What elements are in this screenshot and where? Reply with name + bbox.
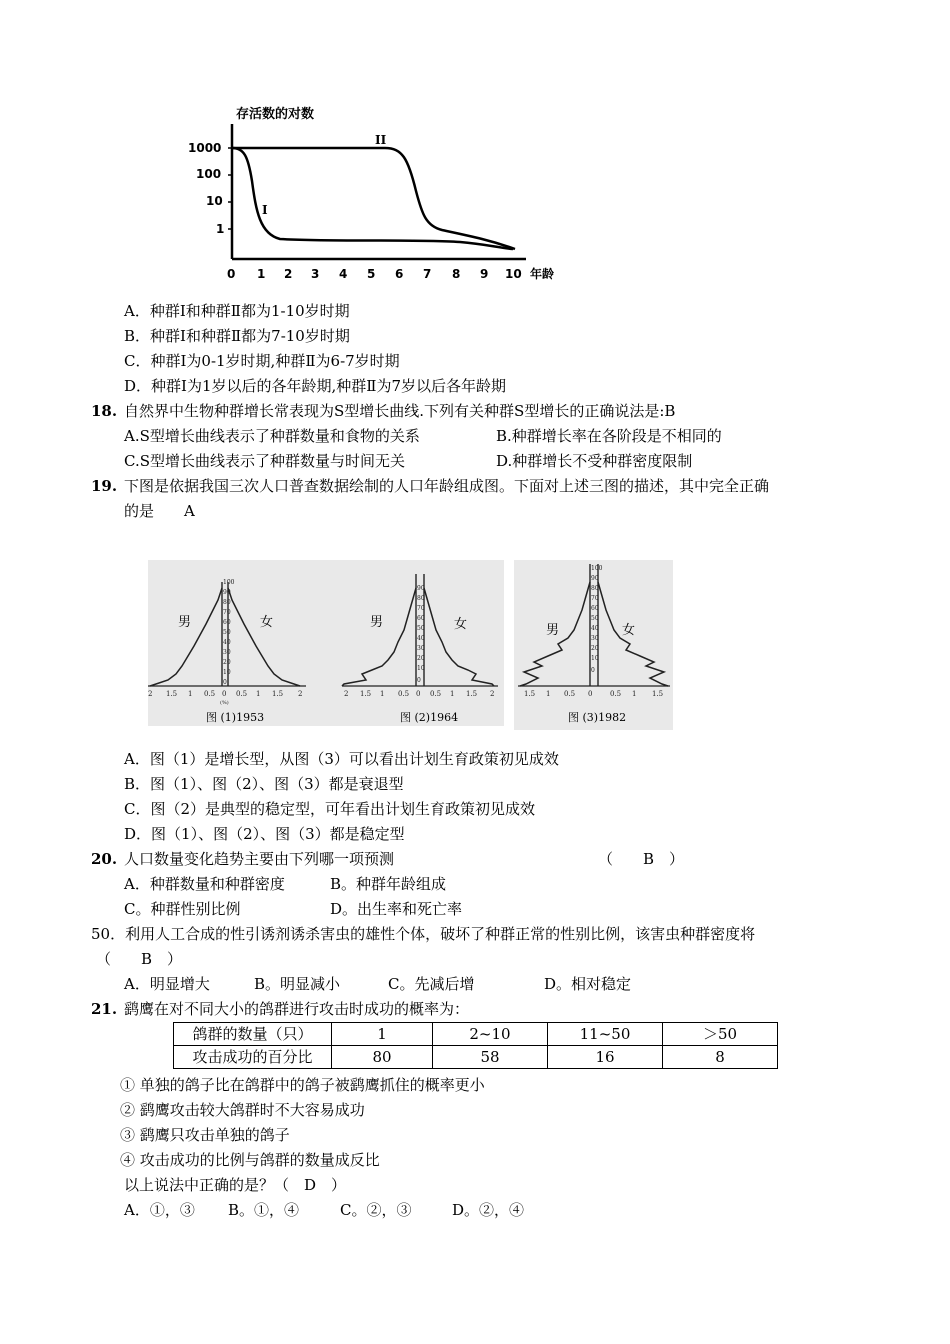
q20-option-c: C。种群性别比例 — [124, 900, 241, 918]
svg-text:80: 80 — [223, 599, 231, 606]
q17-option-c: C．种群Ⅰ为0-1岁时期,种群Ⅱ为6-7岁时期 — [124, 352, 400, 370]
svg-text:70: 70 — [417, 605, 425, 612]
svg-text:1.5: 1.5 — [360, 690, 372, 698]
q19-option-a: A．图（1）是增长型，从图（3）可以看出计划生育政策初见成效 — [124, 750, 559, 768]
svg-text:100: 100 — [591, 565, 603, 572]
q50-stem-line1: 50．利用人工合成的性引诱剂诱杀害虫的雄性个体，破坏了种群正常的性别比例，该害虫种群密度将 — [91, 925, 756, 943]
q20-option-b: B。种群年龄组成 — [330, 875, 447, 893]
y-axis-label: 存活数的对数 — [236, 107, 315, 122]
q20-answer: （ B ） — [598, 850, 685, 868]
q21-option-d: D。②，④ — [452, 1201, 525, 1219]
q18-number: 18. — [91, 402, 118, 420]
caption-fig2: 图 (2)1964 — [400, 711, 459, 724]
q20-stem: 人口数量变化趋势主要由下列哪一项预测 — [124, 850, 395, 868]
q18-stem: 自然界中生物种群增长常表现为S型增长曲线.下列有关种群S型增长的正确说法是:B — [124, 402, 676, 420]
svg-text:50: 50 — [223, 629, 231, 636]
svg-text:0: 0 — [416, 690, 421, 698]
q18-option-d: D.种群增长不受种群密度限制 — [496, 452, 693, 470]
svg-text:20: 20 — [417, 655, 425, 662]
x-tick-6: 6 — [395, 267, 404, 281]
q50-stem-line2: （ B ） — [96, 950, 183, 968]
population-pyramids — [148, 560, 674, 732]
table-cell: ＞50 — [663, 1023, 778, 1046]
y-tick-1: 1 — [216, 222, 225, 236]
q50-option-b: B。明显减小 — [254, 975, 341, 993]
male-label-3: 男 — [546, 623, 560, 638]
table-row — [174, 1023, 778, 1046]
svg-text:0.5: 0.5 — [610, 690, 622, 698]
male-label-2: 男 — [370, 615, 384, 630]
svg-text:80: 80 — [591, 585, 599, 592]
svg-text:2: 2 — [298, 690, 303, 698]
svg-text:1.5: 1.5 — [166, 690, 178, 698]
q19-stem-line2: 的是 A — [124, 502, 195, 520]
q19-option-c: C．图（2）是典型的稳定型，可年看出计划生育政策初见成效 — [124, 800, 536, 818]
q21-number: 21. — [91, 1000, 118, 1018]
x-tick-9: 9 — [480, 267, 489, 281]
x-tick-8: 8 — [452, 267, 461, 281]
q50-option-d: D。相对稳定 — [544, 975, 632, 993]
svg-text:100: 100 — [223, 579, 235, 586]
svg-text:70: 70 — [591, 595, 599, 602]
curve-ii-label: II — [375, 133, 387, 147]
svg-text:40: 40 — [417, 635, 425, 642]
svg-text:70: 70 — [223, 609, 231, 616]
q18-option-c: C.S型增长曲线表示了种群数量与时间无关 — [124, 452, 405, 470]
y-tick-1000: 1000 — [188, 141, 222, 155]
caption-fig1: 图 (1)1953 — [206, 711, 265, 724]
svg-text:0.5: 0.5 — [430, 690, 442, 698]
q21-statement-1: ① 单独的鸽子比在鸽群中的鸽子被鹞鹰抓住的概率更小 — [120, 1076, 485, 1094]
table-cell: 16 — [548, 1046, 663, 1069]
female-label-2: 女 — [454, 617, 468, 632]
q21-option-c: C。②，③ — [340, 1201, 412, 1219]
table-cell: 11~50 — [548, 1023, 663, 1046]
q17-option-d: D．种群Ⅰ为1岁以后的各年龄期,种群Ⅱ为7岁以后各年龄期 — [124, 377, 507, 395]
svg-text:90: 90 — [223, 589, 231, 596]
q21-question: 以上说法中正确的是？（ D ） — [124, 1176, 347, 1194]
table-cell: 鸽群的数量（只） — [174, 1023, 332, 1046]
svg-text:1.5: 1.5 — [466, 690, 478, 698]
q21-statement-4: ④ 攻击成功的比例与鸽群的数量成反比 — [120, 1151, 380, 1169]
table-cell: 2~10 — [433, 1023, 548, 1046]
svg-text:1: 1 — [632, 690, 637, 698]
q18-option-a: A.S型增长曲线表示了种群数量和食物的关系 — [124, 427, 420, 445]
x-tick-7: 7 — [423, 267, 432, 281]
svg-text:60: 60 — [223, 619, 231, 626]
svg-text:60: 60 — [417, 615, 425, 622]
svg-text:0.5: 0.5 — [564, 690, 576, 698]
q20-option-a: A．种群数量和种群密度 — [124, 875, 285, 893]
svg-text:30: 30 — [591, 635, 599, 642]
svg-text:1: 1 — [380, 690, 385, 698]
table-row — [174, 1046, 778, 1069]
q18-option-b: B.种群增长率在各阶段是不相同的 — [496, 427, 722, 445]
svg-text:1: 1 — [256, 690, 261, 698]
q19-option-b: B．图（1）、图（2）、图（3）都是衰退型 — [124, 775, 404, 793]
table-cell: 攻击成功的百分比 — [174, 1046, 332, 1069]
svg-text:0: 0 — [417, 677, 421, 684]
svg-text:0: 0 — [222, 690, 227, 698]
q19-number: 19. — [91, 477, 118, 495]
svg-text:2: 2 — [148, 690, 153, 698]
q50-option-c: C。先减后增 — [388, 975, 475, 993]
curve-ii — [232, 148, 515, 249]
x-tick-5: 5 — [367, 267, 376, 281]
svg-text:1.5: 1.5 — [524, 690, 536, 698]
x-tick-0: 0 — [227, 267, 236, 281]
q21-statement-3: ③ 鹞鹰只攻击单独的鸽子 — [120, 1126, 290, 1144]
pyramid-1964 — [342, 574, 498, 724]
svg-text:(%): (%) — [220, 700, 229, 706]
svg-text:0: 0 — [591, 667, 595, 674]
x-tick-3: 3 — [311, 267, 320, 281]
svg-text:10: 10 — [591, 655, 599, 662]
svg-text:50: 50 — [591, 615, 599, 622]
pyramid-1982 — [518, 564, 670, 724]
svg-text:40: 40 — [591, 625, 599, 632]
table-cell: 1 — [332, 1023, 433, 1046]
q20-number: 20. — [91, 850, 118, 868]
svg-text:30: 30 — [223, 649, 231, 656]
svg-text:20: 20 — [591, 645, 599, 652]
pyramid-1953 — [148, 579, 306, 724]
q21-option-a: A．①，③ — [124, 1201, 195, 1219]
svg-text:40: 40 — [223, 639, 231, 646]
q21-table — [173, 1022, 778, 1069]
svg-text:0: 0 — [588, 690, 593, 698]
curve-i-label: I — [262, 203, 268, 217]
svg-text:0.5: 0.5 — [236, 690, 248, 698]
svg-text:10: 10 — [417, 665, 425, 672]
x-tick-10: 10 — [505, 267, 522, 281]
table-cell: 80 — [332, 1046, 433, 1069]
y-tick-100: 100 — [196, 167, 222, 181]
svg-text:2: 2 — [344, 690, 349, 698]
q19-stem-line1: 下图是依据我国三次人口普查数据绘制的人口年龄组成图。下面对上述三图的描述，其中完全正确 — [124, 477, 770, 495]
svg-text:90: 90 — [591, 575, 599, 582]
table-cell: 8 — [663, 1046, 778, 1069]
q50-option-a: A．明显增大 — [124, 975, 210, 993]
survival-curve-figure — [180, 96, 570, 288]
q21-statement-2: ② 鹞鹰攻击较大鸽群时不大容易成功 — [120, 1101, 365, 1119]
svg-text:1: 1 — [450, 690, 455, 698]
svg-text:50: 50 — [417, 625, 425, 632]
q21-stem: 鹞鹰在对不同大小的鸽群进行攻击时成功的概率为： — [124, 1000, 470, 1018]
svg-text:90: 90 — [417, 585, 425, 592]
caption-fig3: 图 (3)1982 — [568, 711, 627, 724]
svg-text:0.5: 0.5 — [204, 690, 216, 698]
q17-option-b: B．种群Ⅰ和种群Ⅱ都为7-10岁时期 — [124, 327, 350, 345]
svg-text:1: 1 — [546, 690, 551, 698]
x-tick-2: 2 — [284, 267, 293, 281]
svg-text:20: 20 — [223, 659, 231, 666]
male-label-1: 男 — [178, 615, 192, 630]
svg-text:80: 80 — [417, 595, 425, 602]
svg-text:10: 10 — [223, 669, 231, 676]
q21-option-b: B。①，④ — [228, 1201, 300, 1219]
x-axis-label: 年龄 — [530, 267, 555, 281]
x-tick-4: 4 — [339, 267, 348, 281]
q17-option-a: A．种群Ⅰ和种群Ⅱ都为1-10岁时期 — [124, 302, 350, 320]
svg-text:30: 30 — [417, 645, 425, 652]
x-tick-1: 1 — [257, 267, 266, 281]
svg-text:60: 60 — [591, 605, 599, 612]
table-cell: 58 — [433, 1046, 548, 1069]
svg-text:1.5: 1.5 — [652, 690, 664, 698]
svg-text:0.5: 0.5 — [398, 690, 410, 698]
svg-text:2: 2 — [490, 690, 495, 698]
q19-option-d: D．图（1）、图（2）、图（3）都是稳定型 — [124, 825, 405, 843]
y-tick-10: 10 — [206, 194, 223, 208]
curve-i — [232, 148, 513, 249]
female-label-1: 女 — [260, 615, 274, 630]
q20-option-d: D。出生率和死亡率 — [330, 900, 463, 918]
female-label-3: 女 — [622, 623, 636, 638]
svg-text:1.5: 1.5 — [272, 690, 284, 698]
svg-text:0: 0 — [223, 679, 227, 686]
svg-text:1: 1 — [188, 690, 193, 698]
